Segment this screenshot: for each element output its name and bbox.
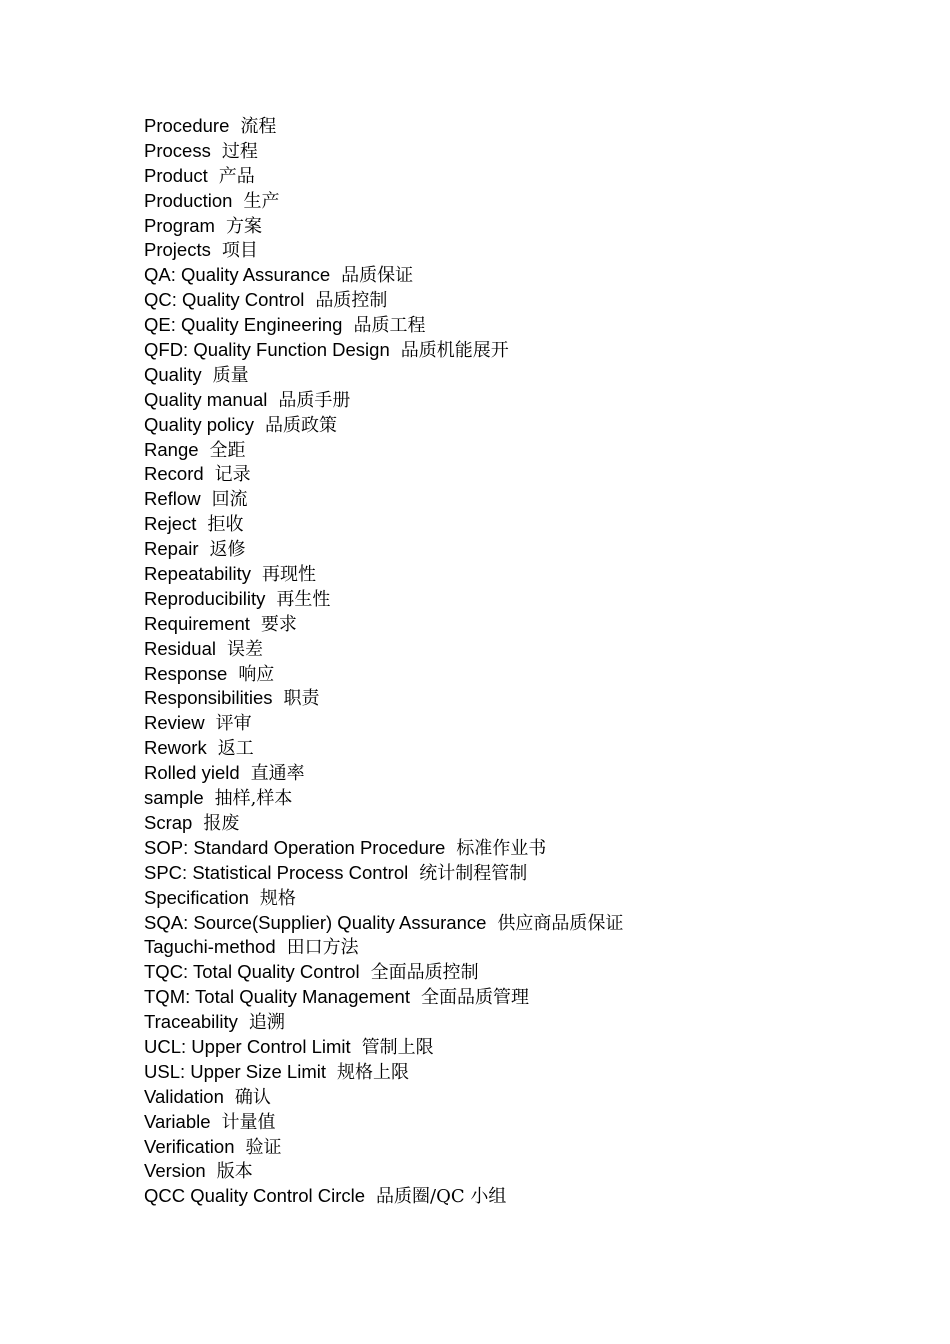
term-chinese: 追溯 xyxy=(248,1012,285,1034)
term-chinese: 品质保证 xyxy=(341,265,414,287)
glossary-entry xyxy=(144,861,623,886)
term-chinese: 质量 xyxy=(212,364,249,386)
term-chinese: 产品 xyxy=(218,165,255,187)
term-english: Quality xyxy=(144,363,202,385)
term-chinese: 供应商品质保证 xyxy=(497,912,624,934)
glossary-entry xyxy=(144,761,623,786)
term-english: QFD: Quality Function Design xyxy=(144,339,390,361)
term-english: Verification xyxy=(144,1135,235,1157)
glossary-entry xyxy=(144,985,623,1010)
glossary-entry xyxy=(144,1159,623,1184)
term-chinese: 全面品质控制 xyxy=(370,962,479,984)
term-chinese: 版本 xyxy=(216,1161,253,1183)
term-chinese: 过程 xyxy=(221,140,258,162)
glossary-entry xyxy=(144,238,623,263)
term-english: Production xyxy=(144,189,233,211)
glossary-entry xyxy=(144,363,623,388)
glossary-entry xyxy=(144,288,623,313)
term-english: SQA: Source(Supplier) Quality Assurance xyxy=(144,911,487,933)
term-english: sample xyxy=(144,787,204,809)
term-english: Reproducibility xyxy=(144,587,266,609)
term-chinese: 项目 xyxy=(221,240,258,262)
term-english: Product xyxy=(144,164,208,186)
term-english: Reject xyxy=(144,513,197,535)
term-chinese: 返工 xyxy=(217,738,254,760)
glossary-entry xyxy=(144,1035,623,1060)
term-english: Version xyxy=(144,1160,206,1182)
term-english: Quality manual xyxy=(144,388,268,410)
term-english: TQC: Total Quality Control xyxy=(144,961,360,983)
term-chinese: 生产 xyxy=(243,190,280,212)
term-english: Process xyxy=(144,139,211,161)
term-chinese: 职责 xyxy=(283,688,320,710)
term-chinese: 要求 xyxy=(260,613,297,635)
term-english: Program xyxy=(144,214,215,236)
term-english: SPC: Statistical Process Control xyxy=(144,861,409,883)
glossary-entry xyxy=(144,313,623,338)
glossary-entry xyxy=(144,263,623,288)
term-english: Repeatability xyxy=(144,563,251,585)
term-chinese: 品质控制 xyxy=(315,290,388,312)
term-english: Variable xyxy=(144,1110,211,1132)
glossary-list xyxy=(144,114,623,1209)
glossary-entry xyxy=(144,587,623,612)
term-chinese: 统计制程管制 xyxy=(419,862,528,884)
term-english: QCC Quality Control Circle xyxy=(144,1185,366,1207)
glossary-entry xyxy=(144,214,623,239)
glossary-entry xyxy=(144,139,623,164)
glossary-entry xyxy=(144,1135,623,1160)
term-english: Reflow xyxy=(144,488,201,510)
glossary-entry xyxy=(144,1184,623,1209)
glossary-entry xyxy=(144,512,623,537)
term-english: Specification xyxy=(144,886,249,908)
term-chinese: 品质政策 xyxy=(265,414,338,436)
term-english: Projects xyxy=(144,239,211,261)
glossary-entry xyxy=(144,164,623,189)
term-chinese: 标准作业书 xyxy=(456,837,547,859)
term-english: Range xyxy=(144,438,199,460)
term-english: Repair xyxy=(144,538,199,560)
glossary-entry xyxy=(144,637,623,662)
glossary-entry xyxy=(144,786,623,811)
term-english: Response xyxy=(144,662,228,684)
term-chinese: 验证 xyxy=(245,1136,282,1158)
term-chinese: 响应 xyxy=(238,663,275,685)
term-chinese: 管制上限 xyxy=(361,1036,434,1058)
term-chinese: 田口方法 xyxy=(286,937,359,959)
glossary-entry xyxy=(144,662,623,687)
term-chinese: 直通率 xyxy=(250,763,305,785)
term-chinese: 返修 xyxy=(209,539,246,561)
term-chinese: 回流 xyxy=(211,489,248,511)
term-chinese: 品质工程 xyxy=(353,315,426,337)
term-chinese: 规格 xyxy=(259,887,296,909)
term-chinese: 品质圈/QC 小组 xyxy=(376,1186,507,1208)
term-english: QE: Quality Engineering xyxy=(144,314,343,336)
term-chinese: 记录 xyxy=(214,464,251,486)
glossary-entry xyxy=(144,886,623,911)
term-english: Scrap xyxy=(144,811,193,833)
glossary-entry xyxy=(144,711,623,736)
glossary-entry xyxy=(144,413,623,438)
glossary-entry xyxy=(144,438,623,463)
glossary-entry xyxy=(144,189,623,214)
glossary-entry xyxy=(144,1085,623,1110)
glossary-entry xyxy=(144,1060,623,1085)
term-chinese: 品质手册 xyxy=(278,389,351,411)
glossary-entry xyxy=(144,935,623,960)
term-chinese: 误差 xyxy=(227,638,263,660)
glossary-entry xyxy=(144,562,623,587)
term-english: UCL: Upper Control Limit xyxy=(144,1035,351,1057)
glossary-entry xyxy=(144,388,623,413)
glossary-entry xyxy=(144,114,623,139)
glossary-entry xyxy=(144,911,623,936)
glossary-entry xyxy=(144,1010,623,1035)
term-english: QC: Quality Control xyxy=(144,289,305,311)
glossary-entry xyxy=(144,736,623,761)
term-english: Validation xyxy=(144,1085,224,1107)
term-english: SOP: Standard Operation Procedure xyxy=(144,836,446,858)
term-english: QA: Quality Assurance xyxy=(144,264,331,286)
term-chinese: 全距 xyxy=(209,439,246,461)
term-english: TQM: Total Quality Management xyxy=(144,986,410,1008)
term-english: Residual xyxy=(144,637,216,659)
glossary-entry xyxy=(144,811,623,836)
term-chinese: 品质机能展开 xyxy=(400,340,509,362)
term-english: Traceability xyxy=(144,1011,238,1033)
term-english: Responsibilities xyxy=(144,687,273,709)
glossary-entry xyxy=(144,462,623,487)
term-chinese: 确认 xyxy=(234,1086,271,1108)
term-chinese: 方案 xyxy=(225,215,262,237)
term-english: Procedure xyxy=(144,115,230,136)
term-english: Record xyxy=(144,463,204,485)
glossary-entry xyxy=(144,1110,623,1135)
term-english: USL: Upper Size Limit xyxy=(144,1060,326,1082)
term-english: Quality policy xyxy=(144,413,255,435)
glossary-entry xyxy=(144,612,623,637)
term-chinese: 报废 xyxy=(203,812,240,834)
term-chinese: 流程 xyxy=(240,116,277,137)
term-english: Taguchi-method xyxy=(144,936,276,958)
glossary-entry xyxy=(144,537,623,562)
term-chinese: 再现性 xyxy=(261,564,316,586)
term-chinese: 拒收 xyxy=(207,514,244,536)
term-chinese: 规格上限 xyxy=(336,1061,409,1083)
glossary-entry xyxy=(144,686,623,711)
term-chinese: 评审 xyxy=(215,713,252,735)
glossary-entry xyxy=(144,836,623,861)
glossary-entry xyxy=(144,338,623,363)
term-english: Requirement xyxy=(144,612,250,634)
term-chinese: 抽样,样本 xyxy=(214,788,293,810)
glossary-entry xyxy=(144,960,623,985)
term-chinese: 全面品质管理 xyxy=(420,987,529,1009)
term-english: Rework xyxy=(144,737,207,759)
term-chinese: 计量值 xyxy=(221,1111,276,1133)
term-chinese: 再生性 xyxy=(276,588,331,610)
term-english: Rolled yield xyxy=(144,762,240,784)
glossary-entry xyxy=(144,487,623,512)
term-english: Review xyxy=(144,712,205,734)
